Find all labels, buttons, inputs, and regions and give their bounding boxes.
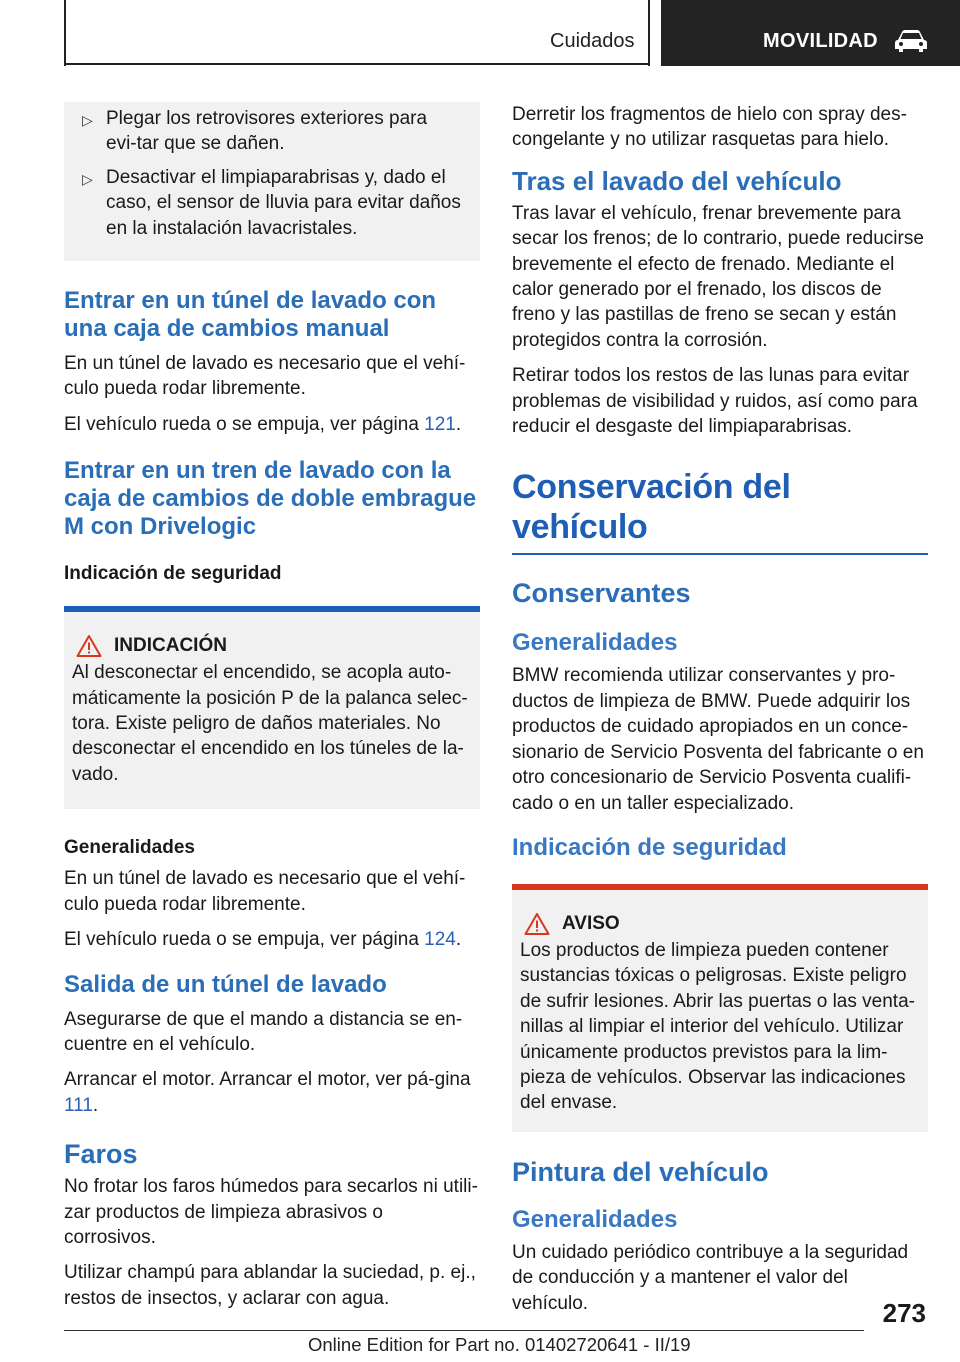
heading-tren-lavado: Entrar en un tren de lavado con la caja de cambios de doble embrague M con Drivelogic (64, 457, 477, 541)
subheading-generalidades: Generalidades (64, 837, 195, 859)
heading-pintura: Pintura del vehículo (512, 1156, 769, 1187)
triangle-bullet-icon: ▷ (82, 170, 93, 187)
list-item (82, 165, 462, 241)
paragraph: El vehículo rueda o se empuja, ver página 124. (64, 929, 462, 951)
paragraph: El vehículo rueda o se empuja, ver página 121. (64, 413, 462, 435)
paragraph: En un túnel de lavado es necesario que el vehí‐culo pueda rodar libremente. (64, 353, 466, 400)
list-item-text: Desactivar el limpiaparabrisas y, dado el caso, el sensor de lluvia para evitar daños en la instalación lavacristales. (106, 166, 461, 239)
page-link[interactable]: 121 (424, 413, 456, 435)
heading-conservantes: Conservantes (512, 578, 691, 609)
page-link[interactable]: 124 (424, 929, 456, 951)
page-link[interactable]: 111 (64, 1094, 93, 1116)
header-rule-bottom (64, 63, 650, 65)
warning-title: AVISO (562, 912, 620, 934)
chapter-tab[interactable] (661, 0, 960, 66)
warning-triangle-icon (524, 912, 550, 936)
left-column (64, 102, 480, 1321)
paragraph: Tras lavar el vehículo, frenar brevemente para secar los frenos; de lo contrario, puede reducirse brevemente el efecto de frenado. Mediante el calor generado por el frenado, los discos de freno y las pastillas de freno se secan y están protegidos contra la corrosión. (512, 202, 924, 351)
warning-box (512, 884, 928, 1132)
page-header (0, 0, 960, 66)
heading-salida: Salida de un túnel de lavado (64, 970, 387, 998)
list-item (82, 106, 462, 157)
bullet-list (64, 102, 480, 261)
heading-indicacion: Indicación de seguridad (512, 833, 787, 861)
footer-rule (64, 1330, 864, 1331)
paragraph: BMW recomienda utilizar conservantes y pro‐ductos de limpieza de BMW. Puede adquirir los productos de cuidado apropiados en un conce‐sionario de Servicio Posventa del fabricante o en otro concesionario de Servicio Posventa cualifi‐cado o en un taller especializado. (512, 665, 924, 814)
heading-tunel-manual: Entrar en un túnel de lavado con una caja de cambios manual (64, 287, 437, 343)
paragraph: Retirar todos los restos de las lunas para evitar problemas de visibilidad y ruidos, así como para reducir el desgaste del limpiaparabrisas. (512, 365, 918, 438)
chapter-tab-label: MOVILIDAD (763, 30, 878, 52)
triangle-bullet-icon: ▷ (82, 112, 93, 128)
paragraph: En un túnel de lavado es necesario que el vehí‐culo pueda rodar libremente. (64, 868, 466, 915)
warning-text: Los productos de limpieza pueden contener sustancias tóxicas o peligrosas. Existe peligro de sufrir lesiones. Abrir las puertas o las venta‐nillas al limpiar el interior del vehículo. Utilizar únicamente productos previstos para la lim‐pieza de vehículos. Observar las indicaciones del envase. (520, 939, 915, 1114)
paragraph: Asegurarse de que el mando a distancia se en‐cuentre en el vehículo. (64, 1008, 463, 1055)
paragraph: Derretir los fragmentos de hielo con spray des‐congelante y no utilizar rasquetas para hielo. (512, 104, 907, 151)
heading-faros: Faros (64, 1139, 138, 1170)
right-column (512, 102, 928, 1326)
notice-text: Al desconectar el encendido, se acopla auto‐máticamente la posición P de la palanca selec‐tora. Existe peligro de daños materiales. No desconectar el encendido en los túneles de la‐vado. (72, 662, 468, 785)
warning-triangle-icon (76, 634, 102, 658)
car-icon (893, 28, 929, 54)
header-rule-left (64, 0, 66, 66)
page-number: 273 (882, 1298, 926, 1328)
paragraph: Utilizar champú para ablandar la suciedad, p. ej., restos de insectos, y aclarar con agua. (64, 1262, 476, 1309)
notice-box (64, 606, 480, 809)
subheading-indicacion: Indicación de seguridad (64, 563, 282, 585)
chapter-heading: Conservación del vehículo (512, 467, 928, 555)
paragraph: Un cuidado periódico contribuye a la seguridad de conducción y a mantener el valor del vehículo. (512, 1241, 909, 1314)
heading-generalidades-2: Generalidades (512, 1205, 678, 1233)
paragraph: Arrancar el motor. Arrancar el motor, ver pá‐gina 111. (64, 1069, 471, 1116)
edition-footer: Online Edition for Part no. 01402720641 - II/19 (308, 1334, 691, 1355)
list-item-text: Plegar los retrovisores exteriores para evi‐tar que se dañen. (106, 108, 428, 155)
paragraph: No frotar los faros húmedos para secarlos ni utili‐zar productos de limpieza abrasivos o corrosivos. (64, 1176, 478, 1248)
header-rule-right (648, 0, 650, 66)
notice-title: INDICACIÓN (114, 635, 227, 657)
heading-generalidades: Generalidades (512, 629, 678, 657)
heading-tras-lavado: Tras el lavado del vehículo (512, 165, 842, 196)
section-title: Cuidados (550, 30, 635, 52)
